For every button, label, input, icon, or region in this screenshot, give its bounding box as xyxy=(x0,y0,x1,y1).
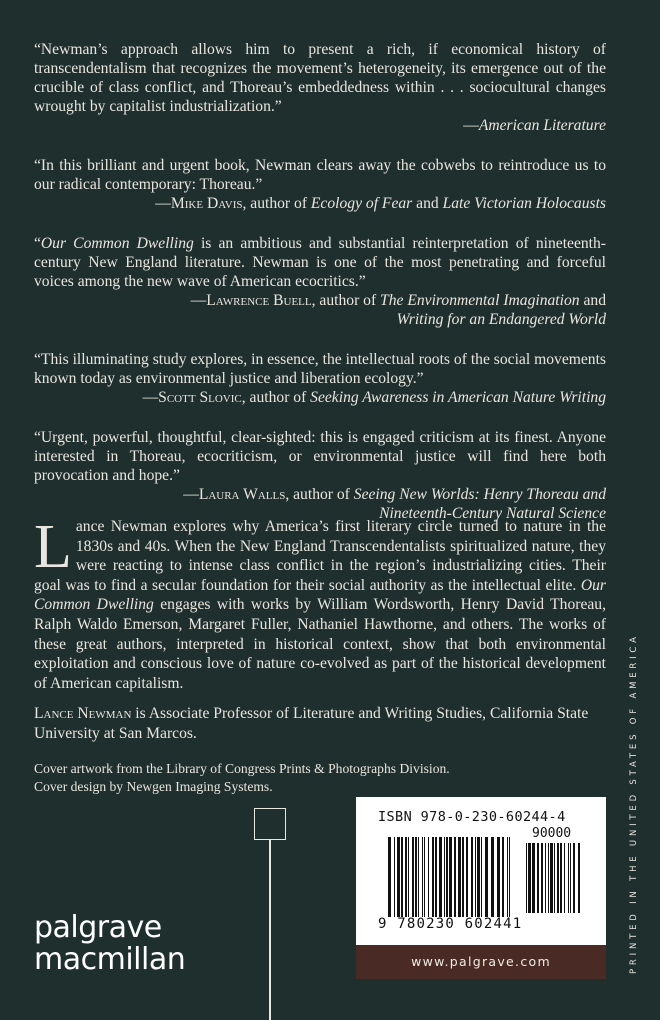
review-quote-4 xyxy=(34,350,606,407)
isbn-label: ISBN 978-0-230-60244-4 xyxy=(378,809,566,825)
barcode-bars-addon xyxy=(526,843,580,913)
publisher-url[interactable]: www.palgrave.com xyxy=(356,945,606,979)
cover-credits xyxy=(34,760,554,796)
book-title-inline: Our Common Dwelling xyxy=(34,576,606,614)
quote-text: “Urgent, powerful, thoughtful, clear-sighted: this is engaged criticism at its finest. Anyone interested in Thoreau, ecocriticism, or environmental justice will find here both provocation and hope.” xyxy=(34,429,606,484)
barcode-bars-main xyxy=(388,837,510,917)
isbn-barcode xyxy=(356,797,606,945)
frame-square-ornament xyxy=(254,808,286,840)
attribution-name: Scott Slovic xyxy=(158,389,242,406)
logo-line-2: macmillan xyxy=(34,942,186,977)
quote-attribution: —American Literature xyxy=(463,117,606,134)
barcode-digits: 9 780230 602441 xyxy=(378,916,523,932)
attribution-work-line-2: Nineteenth-Century Natural Science xyxy=(379,505,606,522)
credit-design: Cover design by Newgen Imaging Systems. xyxy=(34,779,273,794)
review-quotes xyxy=(34,40,606,544)
quote-text: “In this brilliant and urgent book, Newman clears away the cobwebs to reintroduce us to our radical contemporary: Thoreau.” xyxy=(34,157,606,193)
attribution-work: Seeking Awareness in American Nature Writing xyxy=(310,389,606,406)
attribution-name: Mike Davis xyxy=(170,195,243,212)
logo-line-1: palgrave xyxy=(34,910,162,945)
review-quote-5 xyxy=(34,428,606,523)
attribution-work: The Environmental Imagination xyxy=(380,292,580,309)
attribution-source: American Literature xyxy=(478,117,606,134)
attribution-work-line-2: Writing for an Endangered World xyxy=(396,311,606,328)
quote-text: “Newman’s approach allows him to present a rich, if economical history of transcendentalism that recognizes the movement’s heterogeneity, its emergence out of the crucible of class conflict, and Thoreau’s embeddedness within . . . sociocultural changes wrought by capitalist industrialization.” xyxy=(34,41,606,115)
attribution-work: Ecology of Fear xyxy=(310,195,413,212)
review-quote-1 xyxy=(34,40,606,135)
author-bio: Lance Newman is Associate Professor of Literature and Writing Studies, California State University at San Marcos. xyxy=(34,705,589,742)
credit-artwork: Cover artwork from the Library of Congress Prints & Photographs Division. xyxy=(34,761,450,776)
quote-attribution: —Mike Davis, author of Ecology of Fear and Late Victorian Holocausts xyxy=(155,195,606,212)
quote-attribution: —Lawrence Buell, author of The Environmental Imagination and xyxy=(190,292,606,309)
quote-attribution: —Laura Walls, author of Seeing New Worlds: Henry Thoreau and xyxy=(183,486,606,503)
author-name: Lance Newman xyxy=(34,705,132,722)
review-quote-2 xyxy=(34,156,606,213)
book-description: Lance Newman explores why America’s first literary circle turned to nature in the 1830s and 40s. When the New England Transcendentalists spiritualized nature, they were reacting to intense class conflict in the region’s industrializing cities. Their goal was to find a secular foundation for their social authority as the intellectual elite. Our Common Dwelling engages with works by William Wordsworth, Henry David Thoreau, Ralph Waldo Emerson, Margaret Fuller, Nathaniel Hawthorne, and others. The works of these great authors, interpreted in historical context, show that both environmental exploitation and conscious love of nature co-evolved as part of the historical development of American capitalism. xyxy=(34,513,606,692)
quote-text: “Our Common Dwelling is an ambitious and substantial reinterpretation of nineteenth-century New England literature. Newman is one of the most penetrating and forceful voices among the new wave of American ecocritics.” xyxy=(34,235,606,290)
attribution-work: Seeing New Worlds: Henry Thoreau and xyxy=(353,486,606,503)
quote-text: “This illuminating study explores, in essence, the intellectual roots of the social movements known today as environmental justice and liberation ecology.” xyxy=(34,351,606,387)
drop-cap: L xyxy=(34,513,72,581)
attribution-name: Laura Walls xyxy=(198,486,286,503)
price-code: 90000 xyxy=(532,826,572,841)
attribution-work-2: Late Victorian Holocausts xyxy=(442,195,606,212)
review-quote-3 xyxy=(34,234,606,329)
printed-in-notice: PRINTED IN THE UNITED STATES OF AMERICA xyxy=(629,633,639,974)
publisher-logo xyxy=(34,912,185,976)
attribution-name: Lawrence Buell xyxy=(206,292,312,309)
quote-attribution: —Scott Slovic, author of Seeking Awareness in American Nature Writing xyxy=(142,389,606,406)
frame-line-ornament xyxy=(269,840,271,1020)
